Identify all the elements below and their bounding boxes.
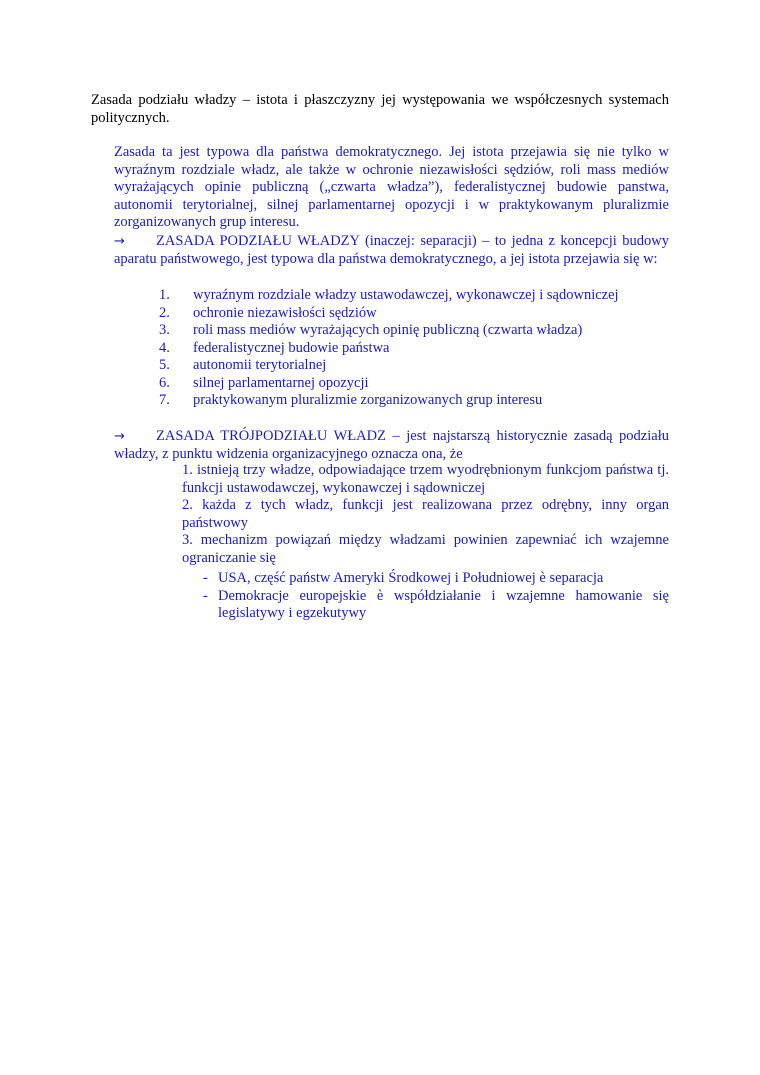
section2-list [182,462,669,567]
list-item: 3. roli mass mediów wyrażających opinię publiczną (czwarta władza) [159,322,583,338]
section1-text: ZASADA PODZIAŁU WŁADZY (inaczej: separacji) – to jedna z koncepcji budowy aparatu państwowego, jest typowa dla państwa demokratycznego, a jej istota przejawia się w: [114,233,669,267]
list-item: 2. każda z tych władz, funkcji jest realizowana przez odrębny, inny organ państwowy [182,497,669,531]
list-item: 1. wyraźnym rozdziale władzy ustawodawczej, wykonawczej i sądowniczej [159,287,619,303]
section2-sublist [200,570,669,623]
list-item: 3. mechanizm powiązań między władzami powinien zapewniać ich wzajemne ograniczanie się [182,532,669,566]
list-item: 2. ochronie niezawisłości sędziów [159,304,377,321]
list-item: 6. silnej parlamentarnej opozycji [159,374,369,391]
section2-paragraph [114,428,669,463]
arrow-right-icon: → [114,234,125,249]
list-item: 4. federalistycznej budowie państwa [159,339,390,356]
section2-text: ZASADA TRÓJPODZIAŁU WŁADZ – jest najstarszą historycznie zasadą podziału władzy, z punktu widzenia organizacyjnego oznacza ona, że [114,428,669,462]
intro-paragraph: Zasada ta jest typowa dla państwa demokratycznego. Jej istota przejawia się nie tylko w wyraźnym rozdziale władz, ale także w ochronie niezawisłości sędziów, roli mass mediów wyrażających opinie publiczną („czwarta władza”), federalistycznej budowie panstwa, autonomii terytorialnej, silnej parlamentarnej opozycji i w praktykowanym pluralizmie zorganizowanych grup interesu. [114,144,669,230]
section1-list [114,287,669,410]
list-item: 7. praktykowanym pluralizmie zorganizowanych grup interesu [159,392,543,408]
arrow-right-icon: → [114,429,125,444]
list-item: 1. istnieją trzy władze, odpowiadające trzem wyodrębnionym funkcjom państwa tj. funkcji ustawodawczej, wykonawczej i sądowniczej [182,462,669,496]
list-item: 5. autonomii terytorialnej [159,357,327,373]
list-item: - Demokracje europejskie è współdziałanie i wzajemne hamowanie się legislatywy i egzekutywy [203,587,669,621]
list-item: - USA, część państw Ameryki Środkowej i Południowej è separacja [203,570,604,586]
document-title: Zasada podziału władzy – istota i płaszczyzny jej występowania we współczesnych systemach politycznych. [91,92,669,126]
section1-paragraph [114,233,669,268]
